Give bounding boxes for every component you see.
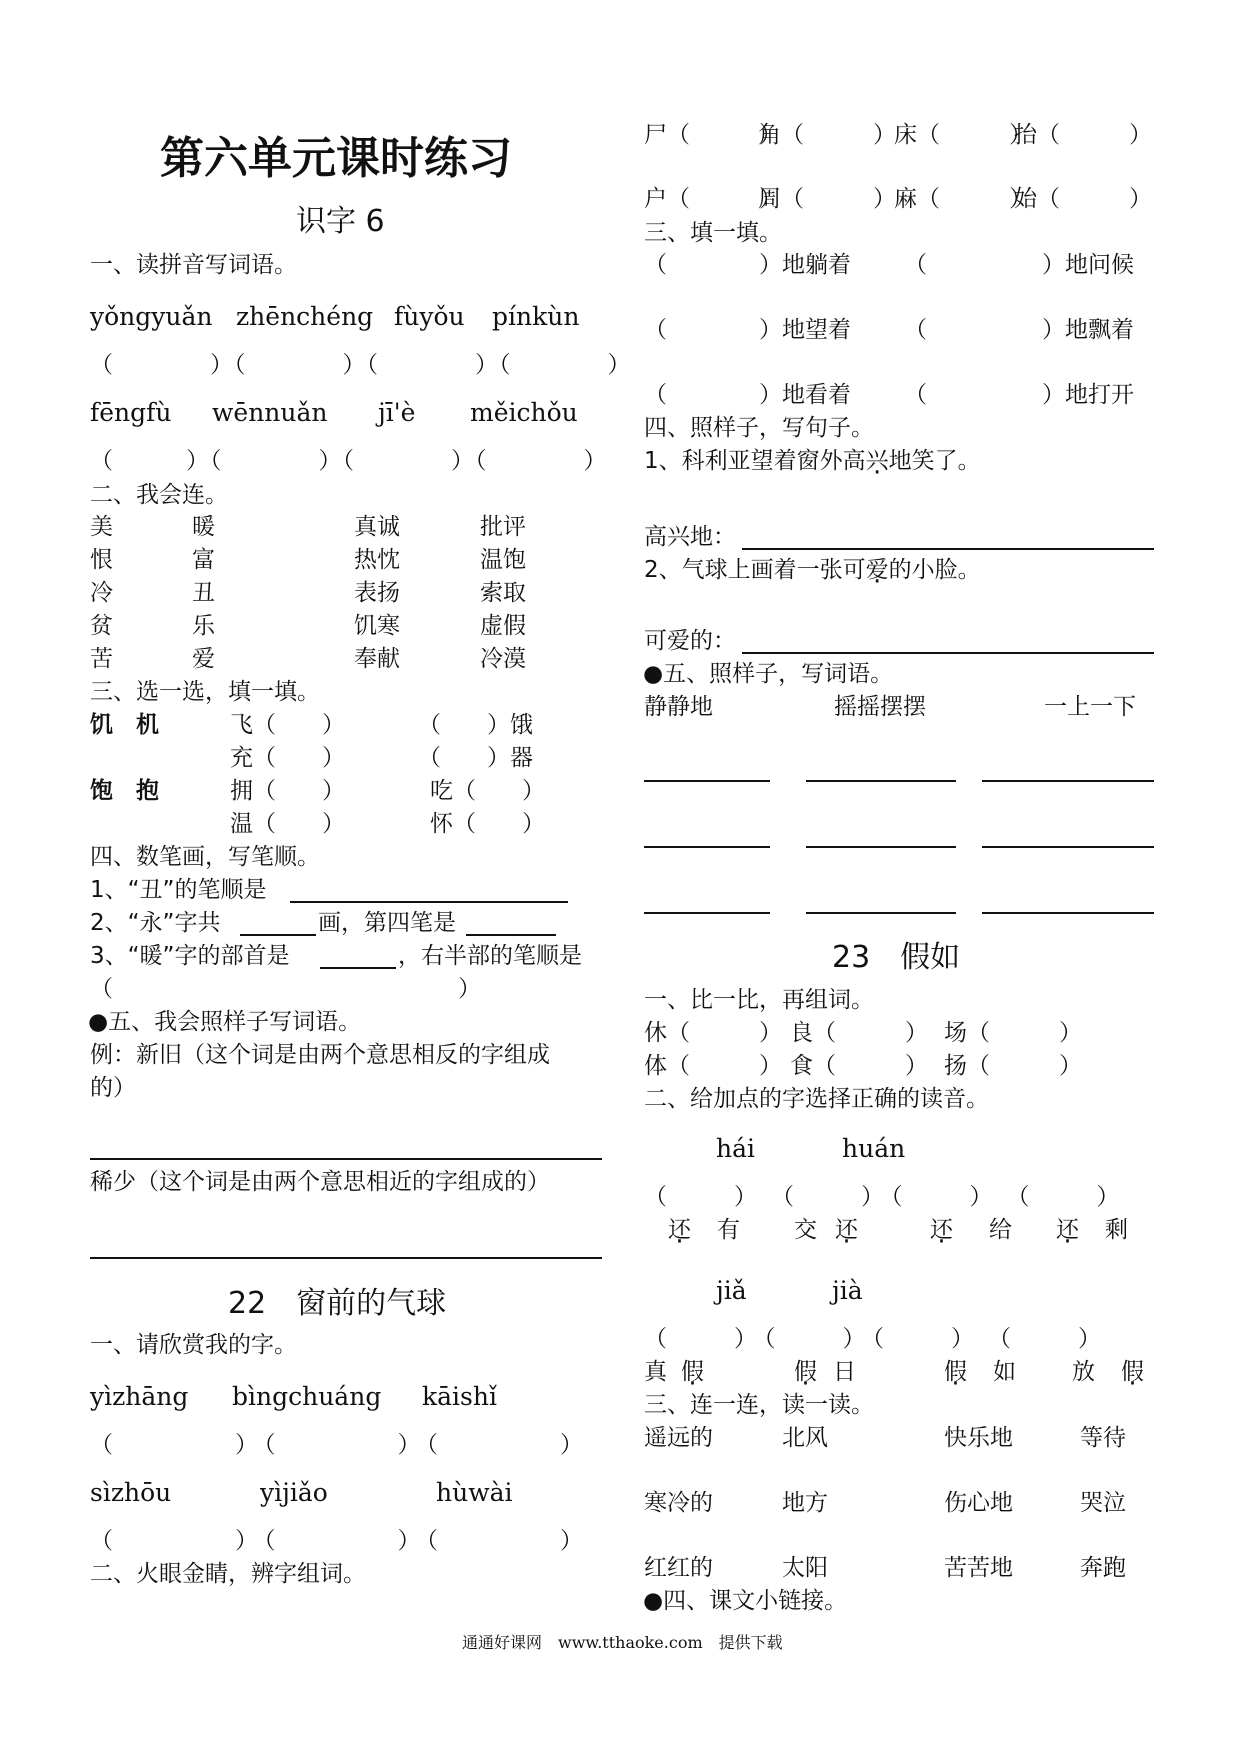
fill-a-1[interactable]: 充（ ） (230, 745, 345, 771)
jia-word-0 (644, 1357, 718, 1387)
lesson22-title: 22 窗前的气球 (228, 1286, 447, 1321)
left-s3-title: 三、选一选，填一填。 (90, 679, 320, 705)
s4-q3a: 3、“暖”字的部首是 (90, 943, 290, 969)
right-s3-title: 三、填一填。 (644, 220, 782, 246)
pick-word-2: 饱 抱 (90, 778, 159, 804)
bian-r1-2[interactable]: 床（ ） (894, 122, 1032, 148)
jia-w3-plain: 放 (1072, 1359, 1121, 1385)
l23-s4-title: ●四、课文小链接。 (643, 1588, 848, 1614)
pinyin-row2-0: fēngfù (90, 398, 172, 427)
l22-pinyin1-2: kāishǐ (422, 1382, 497, 1411)
s5r-line-r3-c3[interactable] (982, 912, 1154, 914)
fill-b-1[interactable]: （ ）器 (418, 745, 533, 771)
s5-answer-line2[interactable] (90, 1257, 602, 1259)
cmp-r2-0[interactable]: 体（ ） (644, 1053, 782, 1079)
lian-c2-2[interactable]: 丑 (192, 580, 215, 606)
s4-q2b: 画，第四笔是 (318, 910, 456, 936)
jia-w0-plain: 真 (644, 1359, 681, 1385)
s4r-q1-pre: 1、科利亚望着窗外 (644, 448, 843, 474)
lian-c2-0[interactable]: 暖 (192, 514, 215, 540)
lian-c4-3[interactable]: 虚假 (480, 613, 526, 639)
huan-word-0 (668, 1215, 766, 1245)
l22-s1-title: 一、请欣赏我的字。 (90, 1332, 297, 1358)
huan-w2-plain: 给 (989, 1217, 1048, 1243)
di-left-0[interactable]: （ ）地躺着 (644, 252, 851, 278)
lian23-c4-0[interactable]: 等待 (1080, 1425, 1126, 1451)
lian-c1-1[interactable]: 恨 (90, 547, 113, 573)
fill-a-3[interactable]: 温（ ） (230, 811, 345, 837)
jia-brackets[interactable]: （ ）（ ）（ ） （ ） (644, 1326, 1108, 1352)
lian23-c3-0[interactable]: 快乐地 (944, 1425, 1013, 1451)
bian-r2-2[interactable]: 麻（ ） (894, 186, 1032, 212)
jia-pinyin-1: jià (832, 1276, 863, 1305)
lian-c1-0[interactable]: 美 (90, 514, 113, 540)
s4-q2a: 2、“永”字共 (90, 910, 221, 936)
lian-c3-4[interactable]: 奉献 (354, 646, 400, 672)
lian23-c1-2[interactable]: 红红的 (644, 1555, 713, 1581)
l22-brackets2[interactable]: （ ）（ ）（ ） (90, 1528, 589, 1554)
s5r-line-r1-c3[interactable] (982, 780, 1154, 782)
huan-word-1 (794, 1215, 876, 1245)
s4-q3-radical-line[interactable] (320, 967, 396, 969)
bian-r2-3[interactable]: 始（ ） (1014, 186, 1152, 212)
s4-q2-count-line[interactable] (240, 934, 316, 936)
s5r-line-r3-c1[interactable] (644, 912, 770, 914)
lian-c1-2[interactable]: 冷 (90, 580, 113, 606)
fill-b-2[interactable]: 吃（ ） (430, 778, 545, 804)
lesson23-title: 23 假如 (832, 940, 961, 975)
huan-pinyin-1: huán (842, 1134, 906, 1163)
lian23-c4-2[interactable]: 奔跑 (1080, 1555, 1126, 1581)
huan-w1-plain: 交 (794, 1217, 835, 1243)
lian23-c3-2[interactable]: 苦苦地 (944, 1555, 1013, 1581)
jia-word-1 (794, 1357, 872, 1387)
s5r-line-r2-c1[interactable] (644, 846, 770, 848)
lian23-c1-1[interactable]: 寒冷的 (644, 1490, 713, 1516)
lian-c2-3[interactable]: 乐 (192, 613, 215, 639)
footer-credit: 通通好课网 www.tthaoke.com 提供下载 (462, 1633, 783, 1652)
lian-c4-2[interactable]: 索取 (480, 580, 526, 606)
huan-w3-plain: 剩 (1105, 1217, 1154, 1243)
pinyin-row1-1: zhēnchéng (236, 302, 374, 331)
s5r-line-r1-c1[interactable] (644, 780, 770, 782)
pinyin-row1-3: pínkùn (492, 302, 580, 331)
cmp-r1-1[interactable]: 良（ ） (790, 1020, 928, 1046)
s4r-answer-line1[interactable] (742, 548, 1154, 550)
lian-c3-1[interactable]: 热忱 (354, 547, 400, 573)
jia-pinyin-0: jiǎ (716, 1276, 747, 1305)
huan-w2-dotted: 还 (930, 1217, 989, 1243)
cmp-r2-2[interactable]: 扬（ ） (944, 1053, 1082, 1079)
s5-example-line1: 例：新旧（这个词是由两个意思相反的字组成 (90, 1042, 550, 1068)
lian23-c3-1[interactable]: 伤心地 (944, 1490, 1013, 1516)
s4r-label1: 高兴地： (644, 524, 736, 550)
s4r-answer-line2[interactable] (742, 652, 1154, 654)
l23-s2-title: 二、给加点的字选择正确的读音。 (644, 1086, 989, 1112)
s4-q1-answer-line[interactable] (290, 901, 568, 903)
l22-s2-title: 二、火眼金睛，辨字组词。 (90, 1561, 366, 1587)
huan-w0-plain: 有 (717, 1217, 766, 1243)
s4r-label2: 可爱的： (644, 628, 736, 654)
s4r-q1 (644, 446, 981, 476)
s5-example2: 稀少（这个词是由两个意思相近的字组成的） (90, 1169, 550, 1195)
s4-q3c[interactable]: （ ） (90, 976, 481, 1002)
huan-pinyin-0: hái (716, 1134, 756, 1163)
pinyin-row1-2: fùyǒu (394, 302, 465, 331)
s4r-q2 (644, 555, 981, 585)
l22-pinyin1-1: bìngchuáng (232, 1382, 382, 1411)
jia-word-3 (1072, 1357, 1170, 1387)
di-right-2[interactable]: （ ）地打开 (904, 382, 1134, 408)
s5-answer-line1[interactable] (90, 1158, 602, 1160)
lian23-c2-2[interactable]: 太阳 (782, 1555, 828, 1581)
s4r-q2-post: 小脸。 (911, 557, 981, 583)
l22-brackets1[interactable]: （ ）（ ）（ ） (90, 1432, 589, 1458)
s4r-q2-pre: 2、气球上画着一张 (644, 557, 843, 583)
left-s4-title: 四、数笔画，写笔顺。 (90, 844, 320, 870)
lian-c4-0[interactable]: 批评 (480, 514, 526, 540)
brackets-row1[interactable]: （ ）（ ）（ ）（ ） (90, 352, 632, 378)
l22-pinyin2-1: yìjiǎo (260, 1478, 328, 1507)
di-left-1[interactable]: （ ）地望着 (644, 317, 851, 343)
s5r-line-r1-c2[interactable] (806, 780, 956, 782)
s4r-q2-dotted: 可爱的 (842, 557, 912, 583)
jia-w3-dotted: 假 (1121, 1359, 1170, 1385)
huan-w3-dotted: 还 (1056, 1217, 1105, 1243)
jia-w0-dotted: 假 (681, 1359, 718, 1385)
lian23-c1-0[interactable]: 遥远的 (644, 1425, 713, 1451)
s4r-q1-post: 笑了。 (911, 448, 981, 474)
shizi-title: 识字 6 (296, 204, 385, 239)
s4-q1: 1、“丑”的笔顺是 (90, 877, 267, 903)
left-s5-title: ●五、我会照样子写词语。 (88, 1009, 362, 1035)
s5r-word-1: 摇摇摆摆 (834, 694, 926, 720)
l22-pinyin2-2: hùwài (436, 1478, 513, 1507)
lian-c3-3[interactable]: 饥寒 (354, 613, 400, 639)
pinyin-row2-3: měichǒu (470, 398, 578, 427)
huan-word-2 (930, 1215, 1048, 1245)
cmp-r1-0[interactable]: 休（ ） (644, 1020, 782, 1046)
right-s5-title: ●五、照样子，写词语。 (643, 661, 894, 687)
left-s2-title: 二、我会连。 (90, 482, 228, 508)
s5r-word-2: 一上一下 (1044, 694, 1136, 720)
lian-c3-2[interactable]: 表扬 (354, 580, 400, 606)
bian-r1-3[interactable]: 抬（ ） (1014, 122, 1152, 148)
page-title: 第六单元课时练习 (160, 133, 512, 184)
lian-c2-4[interactable]: 爱 (192, 646, 215, 672)
pinyin-row2-2: jī'è (378, 398, 416, 427)
fill-a-2[interactable]: 拥（ ） (230, 778, 345, 804)
l23-s1-title: 一、比一比，再组词。 (644, 987, 874, 1013)
s4-q3b: ，右半部的笔顺是 (398, 943, 582, 969)
bian-r1-1[interactable]: 角（ ） (758, 122, 896, 148)
lian-c1-3[interactable]: 贫 (90, 613, 113, 639)
s5r-line-r3-c2[interactable] (806, 912, 956, 914)
l22-pinyin2-0: sìzhōu (90, 1478, 172, 1507)
pinyin-row2-1: wēnnuǎn (212, 398, 328, 427)
left-s1-title: 一、读拼音写词语。 (90, 252, 297, 278)
di-right-1[interactable]: （ ）地飘着 (904, 317, 1134, 343)
jia-w1-dotted: 假 (794, 1359, 833, 1385)
lian-c4-4[interactable]: 冷漠 (480, 646, 526, 672)
huan-w0-dotted: 还 (668, 1217, 717, 1243)
huan-w1-dotted: 还 (835, 1217, 876, 1243)
lian-c2-1[interactable]: 富 (192, 547, 215, 573)
jia-w1-plain: 日 (833, 1359, 872, 1385)
cmp-r2-1[interactable]: 食（ ） (790, 1053, 928, 1079)
fill-a-0[interactable]: 飞（ ） (230, 712, 345, 738)
jia-w2-dotted: 假 (944, 1359, 993, 1385)
bian-r2-0[interactable]: 户（ ） (644, 186, 782, 212)
bian-r1-0[interactable]: 尸（ ） (644, 122, 782, 148)
lian-c4-1[interactable]: 温饱 (480, 547, 526, 573)
bian-r2-1[interactable]: 周（ ） (758, 186, 896, 212)
s5r-line-r2-c3[interactable] (982, 846, 1154, 848)
lian23-c2-0[interactable]: 北风 (782, 1425, 828, 1451)
fill-b-3[interactable]: 怀（ ） (430, 811, 545, 837)
right-s4-title: 四、照样子，写句子。 (644, 415, 874, 441)
lian-c1-4[interactable]: 苦 (90, 646, 113, 672)
pick-word-1: 饥 机 (90, 712, 159, 738)
lian23-c2-1[interactable]: 地方 (782, 1490, 828, 1516)
huan-brackets[interactable]: （ ） （ ）（ ） （ ） (644, 1184, 1127, 1210)
fill-b-0[interactable]: （ ）饿 (418, 712, 533, 738)
di-left-2[interactable]: （ ）地看着 (644, 382, 851, 408)
cmp-r1-2[interactable]: 场（ ） (944, 1020, 1082, 1046)
l22-pinyin1-0: yìzhāng (90, 1382, 189, 1411)
s4r-q1-dotted: 高兴地 (842, 448, 912, 474)
s5-example-line2: 的） (90, 1075, 136, 1101)
huan-word-3 (1056, 1215, 1154, 1245)
jia-word-2 (944, 1357, 1042, 1387)
l23-s3-title: 三、连一连，读一读。 (644, 1392, 874, 1418)
brackets-row2[interactable]: （ ）（ ）（ ）（ ） (90, 448, 608, 474)
s5r-word-0: 静静地 (644, 694, 713, 720)
s5r-line-r2-c2[interactable] (806, 846, 956, 848)
di-right-0[interactable]: （ ）地问候 (904, 252, 1134, 278)
lian23-c4-1[interactable]: 哭泣 (1080, 1490, 1126, 1516)
s4-q2-stroke-line[interactable] (466, 934, 556, 936)
jia-w2-plain: 如 (993, 1359, 1042, 1385)
lian-c3-0[interactable]: 真诚 (354, 514, 400, 540)
pinyin-row1-0: yǒngyuǎn (90, 302, 213, 331)
